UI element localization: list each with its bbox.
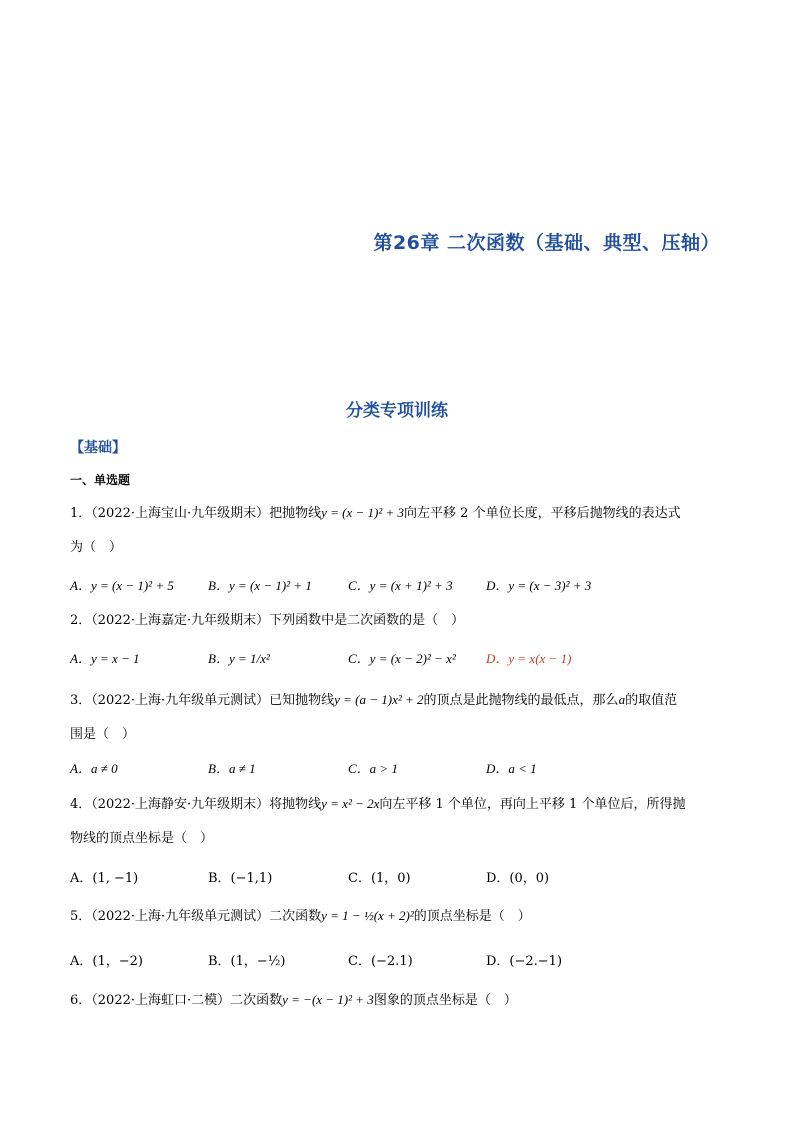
question-5-suffix: 的顶点坐标是（ ） — [413, 909, 531, 924]
question-1-option-b: B．y = (x − 1)² + 1 — [208, 578, 312, 593]
question-3-prefix: 3．（2022·上海·九年级单元测试）已知抛物线 — [70, 693, 335, 708]
question-1-option-d: D．y = (x − 3)² + 3 — [486, 578, 592, 593]
question-6-prefix: 6．（2022·上海虹口·二模）二次函数 — [70, 993, 283, 1008]
question-2-option-c: C．y = (x − 2)² − x² — [348, 651, 456, 666]
question-3-suffix2: 的取值范 — [625, 693, 678, 708]
question-3-suffix: 的顶点是此抛物线的最低点，那么 — [423, 693, 619, 708]
question-1-option-c: C．y = (x + 1)² + 3 — [348, 578, 453, 593]
question-1-suffix: 向左平移 2 个单位长度，平移后抛物线的表达式 — [404, 506, 681, 521]
question-4-cont: 物线的顶点坐标是（ ） — [70, 831, 214, 846]
question-1-prefix: 1．（2022·上海宝山·九年级期末）把抛物线 — [70, 506, 322, 521]
question-6-suffix: 图象的顶点坐标是（ ） — [373, 993, 517, 1008]
question-2: 2．（2022·上海嘉定·九年级期末）下列函数中是二次函数的是（ ） — [70, 613, 465, 628]
question-1 — [70, 503, 681, 524]
question-3 — [70, 690, 677, 711]
question-5-option-d: D．(−2.−1) — [486, 954, 563, 969]
question-1-formula: y = (x − 1)² + 3 — [321, 505, 405, 520]
question-5-option-b: B．(1，−½) — [208, 954, 286, 969]
document-subtitle: 分类专项训练 — [346, 401, 448, 421]
question-3-option-c: C．a > 1 — [348, 761, 398, 776]
question-5 — [70, 906, 531, 927]
document-title: 第26章 二次函数（基础、典型、压轴） — [373, 232, 720, 254]
question-4-option-d: D．(0，0) — [486, 871, 550, 886]
question-4-option-a: A．(1, −1) — [70, 871, 139, 886]
question-5-option-a: A．(1，−2) — [70, 954, 143, 969]
question-6 — [70, 990, 517, 1011]
question-3-option-a: A．a ≠ 0 — [70, 761, 118, 776]
question-3-option-b: B．a ≠ 1 — [208, 761, 256, 776]
question-3-formula: y = (a − 1)x² + 2 — [334, 692, 424, 707]
question-6-formula: y = −(x − 1)² + 3 — [282, 992, 374, 1007]
question-5-prefix: 5．（2022·上海·九年级单元测试）二次函数 — [70, 909, 322, 924]
question-1-option-a: A．y = (x − 1)² + 5 — [70, 578, 174, 593]
question-5-option-c: C．(−2.1) — [348, 954, 413, 969]
question-2-option-b: B．y = 1/x² — [208, 651, 270, 666]
subsection-heading: 一、单选题 — [70, 473, 131, 487]
question-4 — [70, 794, 685, 815]
question-4-suffix: 向左平移 1 个单位，再向上平移 1 个单位后，所得抛 — [379, 797, 686, 812]
question-1-cont: 为（ ） — [70, 540, 123, 555]
question-2-option-d: D．y = x(x − 1) — [486, 651, 572, 666]
question-3-var: a — [618, 692, 626, 707]
question-5-formula: y = 1 − ½(x + 2)² — [321, 908, 414, 923]
question-4-formula: y = x² − 2x — [321, 796, 380, 811]
question-3-option-d: D．a < 1 — [486, 761, 537, 776]
question-3-cont: 围是（ ） — [70, 727, 136, 742]
question-2-option-a: A．y = x − 1 — [70, 651, 140, 666]
question-4-option-b: B．(−1,1) — [208, 871, 273, 886]
section-heading: 【基础】 — [70, 440, 126, 456]
question-4-prefix: 4．（2022·上海静安·九年级期末）将抛物线 — [70, 797, 322, 812]
question-4-option-c: C．(1，0) — [348, 871, 411, 886]
